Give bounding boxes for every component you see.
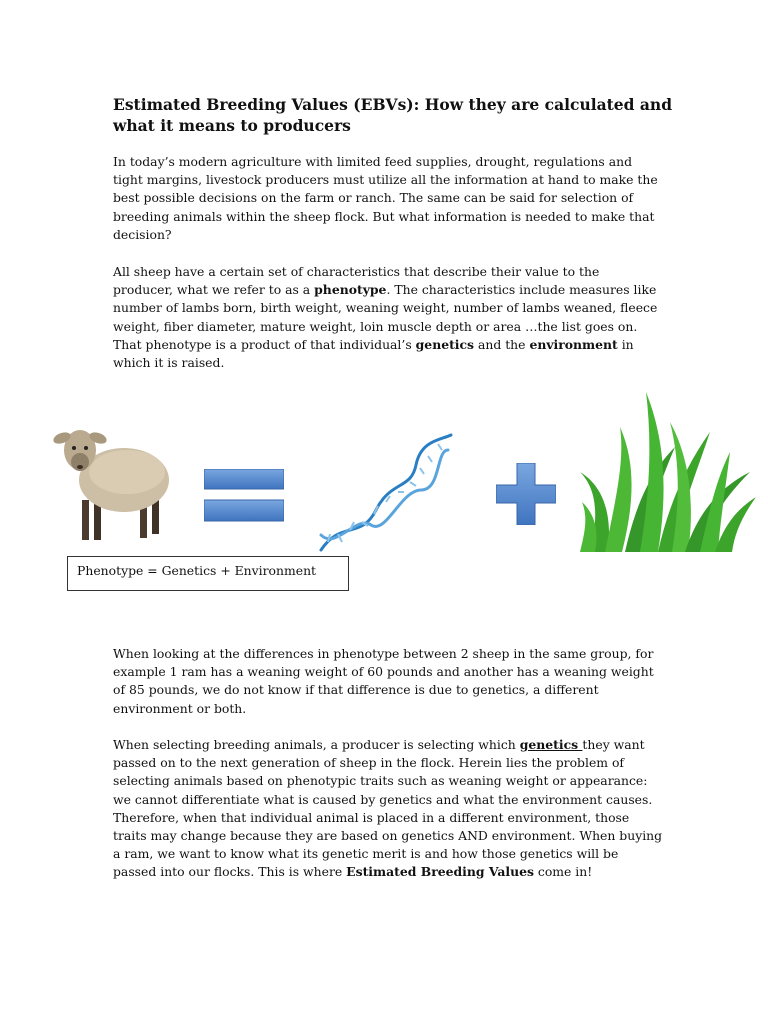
equation-caption-box bbox=[67, 556, 349, 591]
text-span: they want passed on to the next generation of sheep in the flock. Herein lies the problem of selecting animals based on phenotypic traits such as weaning weight or appearance: we cannot differentiate what is caused by genetics and what the environment causes. Therefore, when that individual animal is placed in a different environment, those traits may change because they are based on genetics AND environment. When buying a ram, we want to know what its genetic merit is and how those genetics will be passed into our flocks. This is where bbox=[113, 737, 663, 880]
dna-icon bbox=[316, 430, 456, 555]
text-span: in which it is raised. bbox=[113, 336, 634, 371]
plus-icon bbox=[496, 463, 556, 525]
phenotype-equation-figure bbox=[0, 390, 768, 560]
phenotype-paragraph bbox=[113, 263, 663, 372]
bold-environment: environment bbox=[529, 336, 618, 352]
underlined-genetics: genetics bbox=[519, 737, 583, 752]
grass-icon bbox=[580, 392, 756, 552]
text-span: When selecting breeding animals, a producer is selecting which bbox=[113, 737, 520, 752]
text-span: All sheep have a certain set of characteristics that describe their value to the producer, what we refer to as a bbox=[113, 264, 600, 298]
bold-ebv: Estimated Breeding Values bbox=[346, 864, 534, 880]
bold-phenotype: phenotype bbox=[314, 282, 387, 298]
equals-icon bbox=[204, 469, 284, 523]
text-span: . The characteristics include measures like number of lambs born, birth weight, weaning weight, number of lambs weaned, fleece weight, fiber diameter, mature weight, loin muscle depth or area …the list goes on. That phenotype is a product of that individual’s bbox=[113, 282, 658, 352]
equation-caption: Phenotype = Genetics + Environment bbox=[77, 563, 317, 578]
text-span: and the bbox=[474, 336, 530, 352]
selection-paragraph bbox=[113, 736, 663, 882]
text-span: come in! bbox=[533, 864, 593, 880]
document-title: Estimated Breeding Values (EBVs): How they are calculated and what it means to producers bbox=[113, 95, 673, 135]
bold-genetics: genetics bbox=[415, 336, 475, 352]
sheep-icon bbox=[52, 420, 172, 545]
difference-paragraph: When looking at the differences in phenotype between 2 sheep in the same group, for example 1 ram has a weaning weight of 60 pounds and another has a weaning weight of 85 pounds, we do not know if that difference is due to genetics, a different environment or both. bbox=[113, 646, 654, 716]
intro-paragraph: In today’s modern agriculture with limited feed supplies, drought, regulations and tight margins, livestock producers must utilize all the information at hand to make the best possible decisions on the farm or ranch. The same can be said for selection of breeding animals within the sheep flock. But what information is needed to make that decision? bbox=[113, 154, 658, 242]
